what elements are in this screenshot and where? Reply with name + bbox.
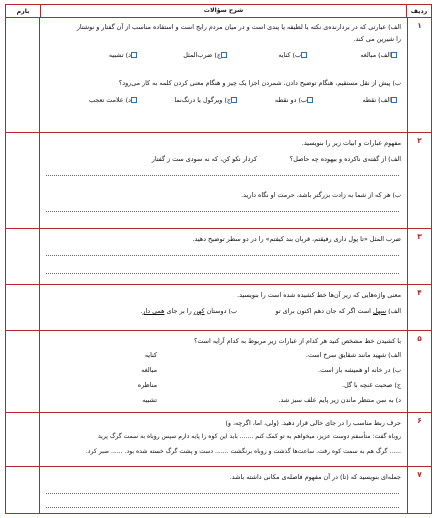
q3-prompt: ضرب المثل «تا پول داری رفیقتم، قربان بند کیفتم» را در دو سطر توضیح دهید. (192, 235, 401, 243)
q6-line-2[interactable]: ...... گرگ هم به سمت کوه رفت. ساعت‌ها گذشت و روباه برنگشت ....... دست و پشت گرگ خسته شده بود. ...... صبر کرد. (85, 448, 401, 455)
q5-answer-2[interactable]: مبالغه (141, 366, 157, 374)
q1-part-a-text: الف) عبارتی که در بردارنده‌ی نکته یا لطیفه یا پندی است و در میان مردم رایج است و استفاده مناسب از آن گفتار و نوشتار (76, 23, 401, 31)
checkbox[interactable] (131, 52, 137, 58)
q6-line-1[interactable]: روباه گفت: متأسفم دوست عزیز، میخواهم به تو کمک کنم ....... باید این کوه را پایه دارم سپس روباه به سمت گرگ پرید (97, 433, 401, 440)
q1-part-b-text: ب) پیش از نقل مستقیم، هنگام توضیح دادن، شمردن اجزا یک چیز و هنگام معنی کردن کلمه به کار می‌رود؟ (118, 79, 401, 87)
underlined-word: سهل (372, 307, 387, 315)
question-number: ۷ (407, 467, 431, 513)
q1-part-a-text2: را شیرین می کند. (353, 35, 401, 43)
answer-line[interactable] (46, 493, 399, 494)
q1-b-option-4[interactable]: د) علامت تعجب (89, 96, 139, 104)
question-body (40, 413, 407, 466)
q5-answer-1[interactable]: کنایه (144, 351, 157, 359)
question-body (40, 285, 407, 330)
question-3 (6, 229, 431, 285)
question-1 (6, 18, 431, 133)
score-cell[interactable] (6, 133, 40, 228)
question-body (40, 133, 407, 228)
q4-line-a: الف) سهل است اگر که جان دهم اکنون برای تو (275, 307, 401, 315)
q5-item-b: ب) در خانه او همیشه باز است. (318, 366, 401, 374)
q5-answer-4[interactable]: تشبیه (142, 396, 157, 404)
q5-item-a: الف) شهید مانند شقایق سرخ است. (305, 351, 401, 359)
q1-a-option-3[interactable]: ج) ضرب‌المثل (183, 51, 229, 59)
question-body (40, 467, 407, 513)
q2-line-a-right: الف) از گفته‌ی ناکرده و بیهوده چه حاصل؟ (289, 155, 401, 163)
question-5 (6, 331, 431, 413)
q5-item-c: ج) صحبت غنچه با گل. (342, 381, 401, 389)
q5-prompt: با کشیدن خط مشخص کنید هر کدام از عبارات زیر مربوط به کدام آرایه است؟ (194, 337, 401, 345)
q1-a-option-2[interactable]: ب) کنایه (278, 51, 309, 59)
question-body (40, 18, 407, 132)
score-cell[interactable] (6, 229, 40, 284)
answer-line[interactable] (46, 255, 399, 256)
q4-prompt: معنی واژه‌هایی که زیر آن‌ها خط کشیده شده است را بنویسید. (237, 291, 401, 299)
q6-prompt: حرف ربط مناسب را در جای خالی قرار دهید. (ولی، اما، اگرچه، و) (225, 419, 401, 427)
q2-prompt: مفهوم عبارات و ابیات زیر را بنویسید. (301, 139, 401, 147)
checkbox[interactable] (307, 97, 313, 103)
question-number: ۳ (407, 229, 431, 284)
checkbox[interactable] (221, 52, 227, 58)
checkbox[interactable] (131, 97, 137, 103)
question-number: ۱ (407, 18, 431, 132)
header-score: بارم (16, 7, 30, 15)
q2-line-a-left: کردار نکو کن، که نه سودی ست ز گفتار (151, 155, 257, 163)
checkbox[interactable] (391, 52, 397, 58)
checkbox[interactable] (231, 97, 237, 103)
q5-answer-3[interactable]: مناظره (137, 381, 157, 389)
table-header (6, 5, 431, 18)
score-cell[interactable] (6, 467, 40, 513)
score-cell[interactable] (6, 18, 40, 132)
q1-a-option-4[interactable]: د) تشبیه (109, 51, 139, 59)
header-row-number: ردیف (410, 7, 428, 15)
answer-line[interactable] (46, 211, 399, 212)
score-cell[interactable] (6, 285, 40, 330)
answer-line[interactable] (46, 273, 399, 274)
question-2 (6, 133, 431, 229)
answer-line[interactable] (46, 175, 399, 176)
underlined-word: کهن (193, 307, 205, 315)
q4-line-b: ب) دوستان کهن را بر جای همی دار. (140, 307, 237, 315)
question-body (40, 229, 407, 284)
q1-b-option-2[interactable]: ب) دو نقطه (275, 96, 315, 104)
q1-a-option-1[interactable]: الف) مبالغه (360, 51, 399, 59)
underlined-word: همی دار (142, 307, 165, 315)
answer-line[interactable] (46, 507, 399, 508)
q2-line-b: ب) هر که از شما به زادت بزرگتر باشد، حرمت او نگاه دارید. (241, 191, 401, 199)
q5-item-d: د) به سن منتظر ماندن زیر پایم علف سبز شد. (278, 396, 401, 404)
question-4 (6, 285, 431, 331)
question-body (40, 331, 407, 412)
checkbox[interactable] (391, 97, 397, 103)
q1-b-option-3[interactable]: ج) ویرگول یا درنگ‌نما (174, 96, 239, 104)
question-6 (6, 413, 431, 467)
q1-b-option-1[interactable]: الف) نقطه (362, 96, 399, 104)
question-number: ۴ (407, 285, 431, 330)
score-cell[interactable] (6, 331, 40, 412)
question-7 (6, 467, 431, 513)
question-number: ۲ (407, 133, 431, 228)
checkbox[interactable] (301, 52, 307, 58)
question-number: ۶ (407, 413, 431, 466)
exam-sheet (5, 4, 432, 514)
header-questions: شرح سؤالات (40, 5, 407, 17)
question-number: ۵ (407, 331, 431, 412)
q7-prompt: جمله‌ای بنویسید که (تا) در آن مفهوم فاصله‌ی مکانی داشته باشد. (229, 473, 401, 481)
score-cell[interactable] (6, 413, 40, 466)
